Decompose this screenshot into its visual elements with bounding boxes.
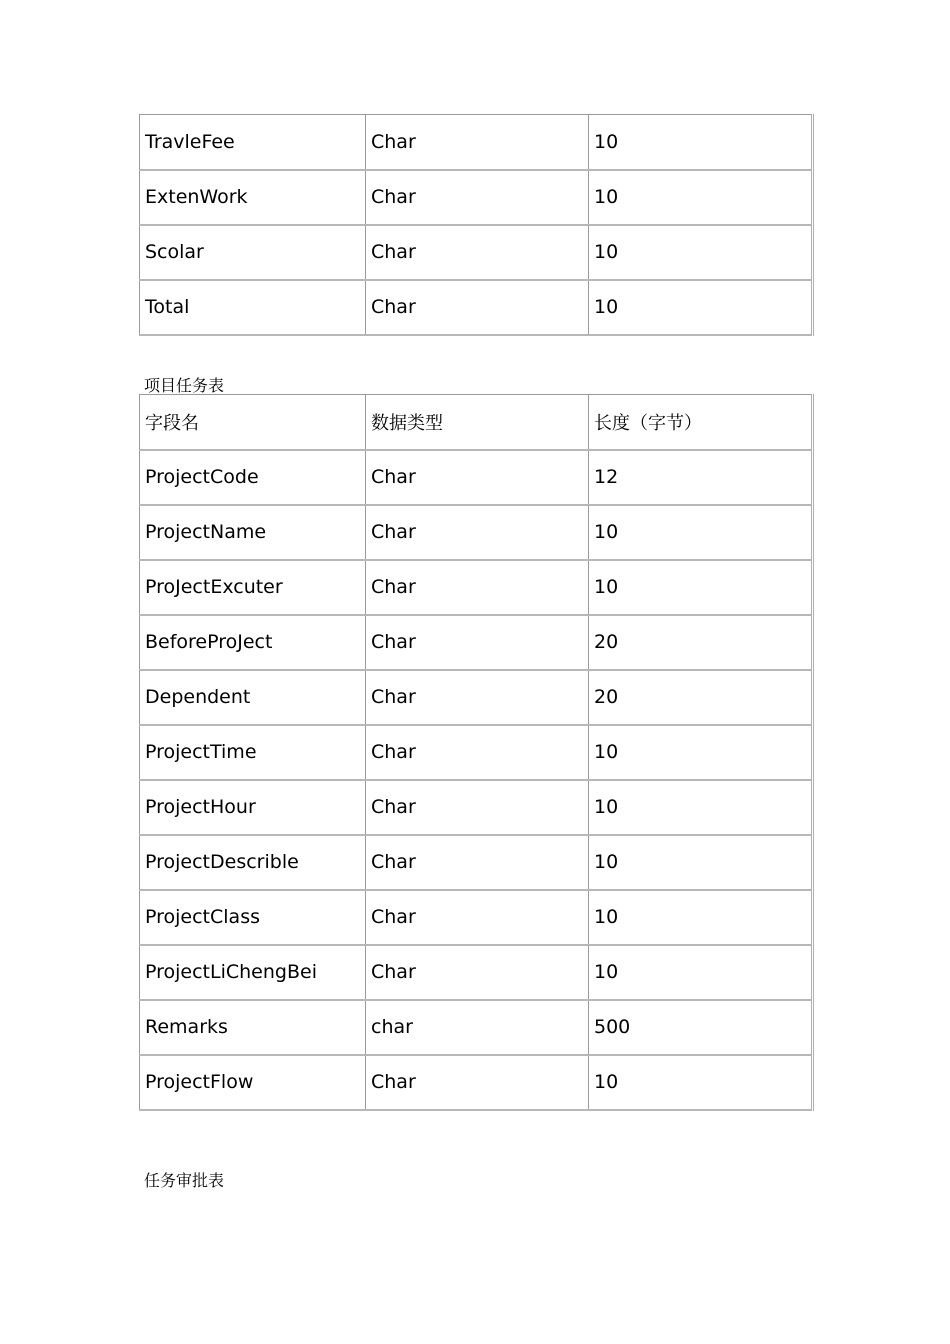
- data-type-cell: Char: [366, 1055, 589, 1110]
- table-row: [140, 560, 813, 615]
- data-type-cell: Char: [366, 170, 589, 225]
- length-cell: 10: [589, 560, 813, 615]
- field-name-cell: ProjectHour: [140, 780, 366, 835]
- table-row: [140, 1055, 813, 1110]
- field-name-cell: ProjectName: [140, 505, 366, 560]
- data-type-cell: Char: [366, 115, 589, 170]
- data-type-cell: Char: [366, 890, 589, 945]
- data-type-cell: Char: [366, 560, 589, 615]
- table-row: [140, 115, 813, 170]
- length-cell: 20: [589, 670, 813, 725]
- data-type-cell: Char: [366, 505, 589, 560]
- field-name-cell: ProJectExcuter: [140, 560, 366, 615]
- length-cell: 10: [589, 725, 813, 780]
- length-cell: 10: [589, 890, 813, 945]
- data-type-cell: Char: [366, 835, 589, 890]
- table-caption-project-tasks: 项目任务表: [144, 376, 225, 395]
- data-type-cell: Char: [366, 280, 589, 335]
- table-row: [140, 945, 813, 1000]
- length-cell: 500: [589, 1000, 813, 1055]
- field-name-cell: ProjectTime: [140, 725, 366, 780]
- field-name-cell: ExtenWork: [140, 170, 366, 225]
- table-row: [140, 225, 813, 280]
- length-cell: 10: [589, 780, 813, 835]
- field-name-cell: ProjectFlow: [140, 1055, 366, 1110]
- field-name-cell: ProjectDescrible: [140, 835, 366, 890]
- header-field-name: 字段名: [140, 395, 366, 450]
- table-row: [140, 835, 813, 890]
- data-type-cell: Char: [366, 615, 589, 670]
- table-row: [140, 780, 813, 835]
- length-cell: 12: [589, 450, 813, 505]
- data-type-cell: char: [366, 1000, 589, 1055]
- field-name-cell: BeforeProJect: [140, 615, 366, 670]
- table-row: [140, 615, 813, 670]
- data-type-cell: Char: [366, 725, 589, 780]
- data-type-cell: Char: [366, 945, 589, 1000]
- length-cell: 10: [589, 225, 813, 280]
- header-data-type: 数据类型: [366, 395, 589, 450]
- field-name-cell: Scolar: [140, 225, 366, 280]
- field-name-cell: ProjectLiChengBei: [140, 945, 366, 1000]
- length-cell: 10: [589, 505, 813, 560]
- table-caption-task-approval: 任务审批表: [144, 1171, 225, 1190]
- data-type-cell: Char: [366, 450, 589, 505]
- table-header-row: [140, 395, 813, 450]
- table-row: [140, 450, 813, 505]
- table-row: [140, 170, 813, 225]
- data-type-cell: Char: [366, 670, 589, 725]
- data-type-cell: Char: [366, 225, 589, 280]
- length-cell: 10: [589, 170, 813, 225]
- field-name-cell: ProjectCode: [140, 450, 366, 505]
- table-row: [140, 505, 813, 560]
- header-length: 长度（字节）: [589, 395, 813, 450]
- length-cell: 10: [589, 835, 813, 890]
- length-cell: 20: [589, 615, 813, 670]
- field-name-cell: Dependent: [140, 670, 366, 725]
- field-name-cell: Total: [140, 280, 366, 335]
- table-row: [140, 280, 813, 335]
- length-cell: 10: [589, 945, 813, 1000]
- table-row: [140, 670, 813, 725]
- data-type-cell: Char: [366, 780, 589, 835]
- length-cell: 10: [589, 115, 813, 170]
- field-name-cell: ProjectClass: [140, 890, 366, 945]
- table-row: [140, 1000, 813, 1055]
- table-row: [140, 890, 813, 945]
- table-row: [140, 725, 813, 780]
- length-cell: 10: [589, 280, 813, 335]
- field-name-cell: TravleFee: [140, 115, 366, 170]
- length-cell: 10: [589, 1055, 813, 1110]
- project-tasks-table: [139, 394, 814, 1111]
- field-name-cell: Remarks: [140, 1000, 366, 1055]
- salary-fields-table: [139, 114, 814, 336]
